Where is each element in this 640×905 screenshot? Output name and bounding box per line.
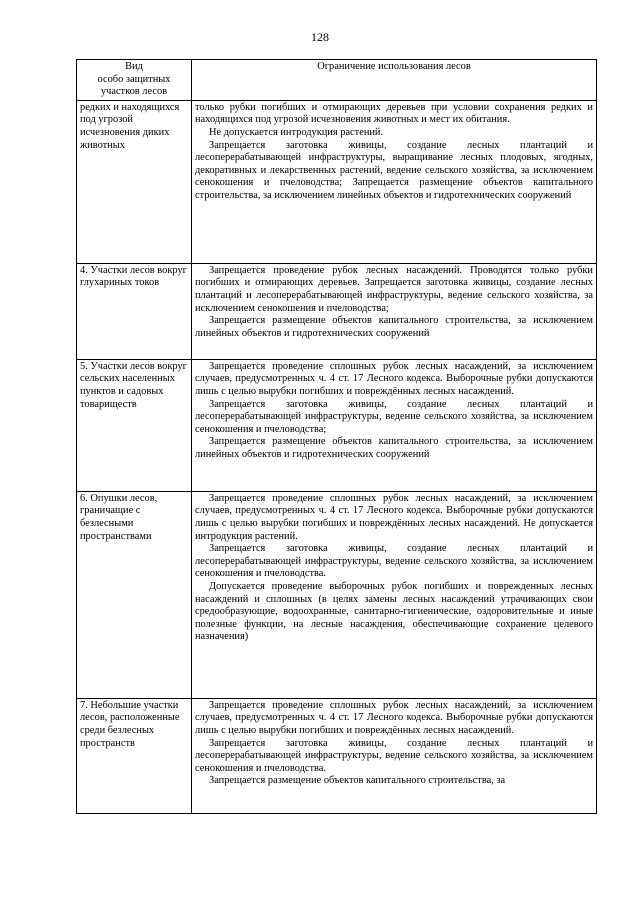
header-line: особо защитных — [97, 73, 171, 85]
restriction-paragraph: Запрещается заготовка живицы, создание лесных плантаций и лесоперерабатывающей инфраструктуры, ведение сельского хозяйства, за исключением сенокошения и пчеловодства. — [195, 737, 593, 774]
restriction-paragraph: Запрещается проведение сплошных рубок лесных насаждений, за исключением случаев, предусмотренных ч. 4 ст. 17 Лесного кодекса. Выборочные рубки допускаются лишь с целью вырубки погибших и повреждённых лесных насаждений. — [195, 699, 593, 736]
table-row — [77, 491, 597, 698]
header-forest-use-restriction: Ограничение использования лесов — [192, 60, 597, 101]
restriction-paragraph: только рубки погибших и отмирающих деревьев при условии сохранения редких и находящихся под угрозой исчезновения животных и мест их обитания. — [195, 101, 593, 126]
restriction-paragraph: Запрещается размещение объектов капитального строительства, за — [209, 775, 506, 787]
restriction-paragraph: Запрещается заготовка живицы, создание лесных плантаций и лесоперерабатывающей инфраструктуры, ведение сельского хозяйства, за исключением сенокошения и пчеловодства; — [195, 398, 593, 435]
row-category: 4. Участки лесов вокруг глухариных токов — [77, 263, 192, 359]
row-restrictions — [192, 491, 597, 698]
page-number: 128 — [311, 30, 329, 44]
header-protected-area-type — [77, 60, 192, 101]
restriction-paragraph: Допускается проведение выборочных рубок погибших и поврежденных лесных насаждений и сплошных (в целях замены лесных насаждений утрачивающих свои средообразующие, водоохранные, санитарно-гигиенические, оздоровительные и иные полезные функции, на лесные насаждения, обеспечивающие сохранение целевого назначения) — [195, 580, 593, 643]
table-header-row — [77, 60, 597, 101]
row-restrictions — [192, 698, 597, 813]
row-restrictions — [192, 359, 597, 491]
forest-restrictions-table — [76, 59, 597, 814]
table-row — [77, 359, 597, 491]
header-line: участков лесов — [100, 86, 168, 98]
table-row — [77, 100, 597, 263]
restriction-paragraph: Запрещается размещение объектов капитального строительства, за исключением линейных объектов и гидротехнических сооружений — [195, 315, 593, 339]
restriction-paragraph: Запрещается проведение рубок лесных насаждений. Проводятся только рубки погибших и отмирающих деревьев. Запрещается заготовка живицы, создание лесных плантаций и лесоперерабатывающей инфраструктуры, ведение сельского хозяйства, за исключением сенокошения и пчеловодства; — [195, 264, 593, 314]
restriction-paragraph: Запрещается проведение сплошных рубок лесных насаждений, за исключением случаев, предусмотренных ч. 4 ст. 17 Лесного кодекса. Выборочные рубки допускаются лишь с целью вырубки погибших и повреждённых лесных насаждений. Не допускается интродукция растений. — [195, 492, 593, 542]
table-row — [77, 698, 597, 813]
row-restrictions — [192, 263, 597, 359]
row-category: 6. Опушки лесов, граничащие с безлесными пространствами — [77, 491, 192, 698]
table-row — [77, 263, 597, 359]
row-category: редких и находящихся под угрозой исчезновения диких животных — [77, 100, 192, 263]
row-restrictions — [192, 100, 597, 263]
restriction-paragraph: Запрещается заготовка живицы, создание лесных плантаций и лесоперерабатывающей инфраструктуры, ведение сельского хозяйства, за исключением сенокошения и пчеловодства. — [195, 543, 593, 580]
header-line: Вид — [125, 61, 143, 72]
restriction-paragraph: Запрещается заготовка живицы, создание лесных плантаций и лесоперерабатывающей инфраструктуры, выращивание лесных плодовых, ягодных, декоративных и лекарственных растений, ведение сельского хозяйства, за исключением сенокошения и пчеловодства; Запрещается размещение объектов капитального строительства, за исключением линейных объектов и гидротехнических сооружений — [195, 139, 593, 201]
row-category: 5. Участки лесов вокруг сельских населенных пунктов и садовых товариществ — [77, 359, 192, 491]
restriction-paragraph: Не допускается интродукция растений. — [209, 126, 384, 138]
restriction-paragraph: Запрещается проведение сплошных рубок лесных насаждений, за исключением случаев, предусмотренных ч. 4 ст. 17 Лесного кодекса. Выборочные рубки допускаются лишь с целью вырубки погибших и повреждённых лесных насаждений. — [195, 360, 593, 397]
restriction-paragraph: Запрещается размещение объектов капитального строительства, за исключением линейных объектов и гидротехнических сооружений — [195, 436, 593, 460]
row-category: 7. Небольшие участки лесов, расположенные среди безлесных пространств — [77, 698, 192, 813]
